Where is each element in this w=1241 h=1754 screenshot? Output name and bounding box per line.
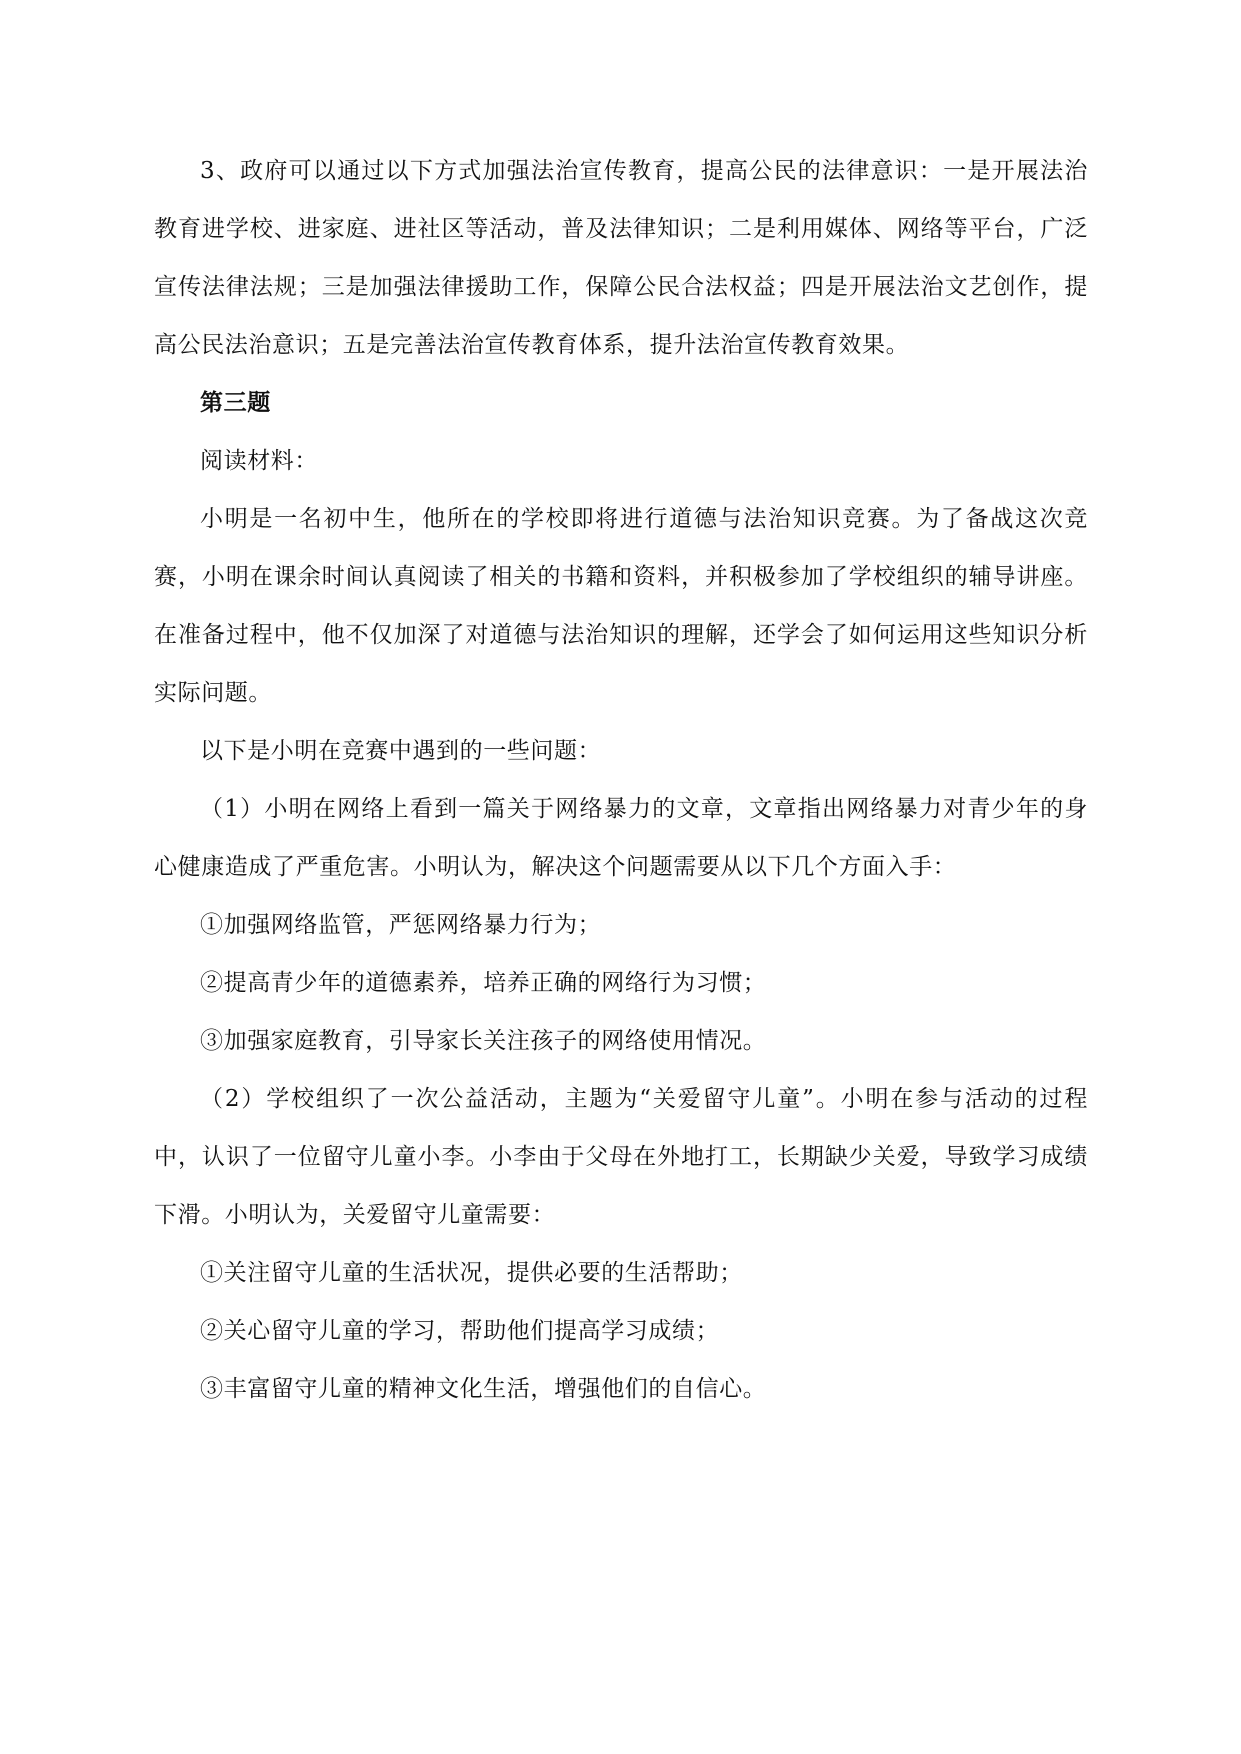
question-1-option: ③加强家庭教育，引导家长关注孩子的网络使用情况。 — [200, 1028, 767, 1054]
question-2: （2）学校组织了一次公益活动，主题为“关爱留守儿童”。小明在参与活动的过程中，认识了一位留守儿童小李。小李由于父母在外地打工，长期缺少关爱，导致学习成绩下滑。小明认为，关爱留守儿童需要： — [154, 1086, 1088, 1228]
section-title: 第三题 — [200, 389, 271, 416]
document-body — [154, 142, 1088, 1418]
question-1: （1）小明在网络上看到一篇关于网络暴力的文章，文章指出网络暴力对青少年的身心健康造成了严重危害。小明认为，解决这个问题需要从以下几个方面入手： — [154, 796, 1088, 880]
question-1-option: ①加强网络监管，严惩网络暴力行为； — [200, 912, 602, 938]
question-2-option: ①关注留守儿童的生活状况，提供必要的生活帮助； — [200, 1260, 743, 1286]
question-2-option: ③丰富留守儿童的精神文化生活，增强他们的自信心。 — [200, 1376, 767, 1402]
question-1-option: ②提高青少年的道德素养，培养正确的网络行为习惯； — [200, 970, 767, 996]
question-2-option: ②关心留守儿童的学习，帮助他们提高学习成绩； — [200, 1318, 720, 1344]
questions-intro: 以下是小明在竞赛中遇到的一些问题： — [200, 738, 602, 764]
reading-label: 阅读材料： — [200, 448, 318, 474]
material-paragraph: 小明是一名初中生，他所在的学校即将进行道德与法治知识竞赛。为了备战这次竞赛，小明在课余时间认真阅读了相关的书籍和资料，并积极参加了学校组织的辅导讲座。在准备过程中，他不仅加深了对道德与法治知识的理解，还学会了如何运用这些知识分析实际问题。 — [154, 506, 1088, 706]
answer-paragraph-3: 3、政府可以通过以下方式加强法治宣传教育，提高公民的法律意识：一是开展法治教育进学校、进家庭、进社区等活动，普及法律知识；二是利用媒体、网络等平台，广泛宣传法律法规；三是加强法律援助工作，保障公民合法权益；四是开展法治文艺创作，提高公民法治意识；五是完善法治宣传教育体系，提升法治宣传教育效果。 — [154, 158, 1088, 358]
